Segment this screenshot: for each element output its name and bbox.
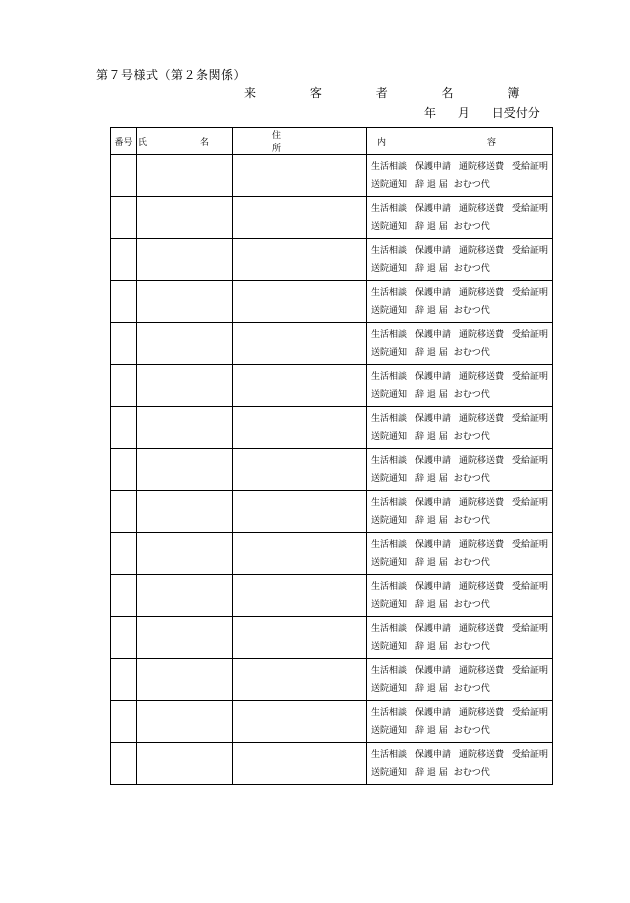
option-hospital-notice[interactable]: 送院通知 xyxy=(371,767,408,778)
content-cell[interactable] xyxy=(367,533,553,575)
table-row xyxy=(111,407,553,449)
content-cell[interactable] xyxy=(367,365,553,407)
number-cell[interactable] xyxy=(111,197,137,239)
title-char: 簿 xyxy=(507,86,520,100)
content-options-line-2 xyxy=(371,176,552,194)
number-cell[interactable] xyxy=(111,701,137,743)
address-cell[interactable] xyxy=(233,701,367,743)
address-cell[interactable] xyxy=(233,281,367,323)
option-receipt-certificate[interactable]: 受給証明 xyxy=(512,665,549,676)
column-header-content: 内 容 xyxy=(367,128,553,155)
content-options-line-2 xyxy=(371,680,552,698)
option-withdrawal[interactable]: 辞 退 届 xyxy=(415,221,448,232)
option-hospital-notice[interactable]: 送院通知 xyxy=(371,557,408,568)
number-cell[interactable] xyxy=(111,239,137,281)
column-header-name: 氏 名 xyxy=(137,128,233,155)
content-options-line-2 xyxy=(371,596,552,614)
option-hospital-notice[interactable]: 送院通知 xyxy=(371,347,408,358)
number-cell[interactable] xyxy=(111,281,137,323)
option-protection-application[interactable]: 保護申請 xyxy=(415,203,452,214)
option-hospital-notice[interactable]: 送院通知 xyxy=(371,431,408,442)
content-options-line-2 xyxy=(371,302,552,320)
content-cell[interactable] xyxy=(367,575,553,617)
option-receipt-certificate[interactable]: 受給証明 xyxy=(512,623,549,634)
option-hospital-transport[interactable]: 通院移送費 xyxy=(459,455,505,466)
content-options-line-1 xyxy=(371,200,552,218)
option-hospital-transport[interactable]: 通院移送費 xyxy=(459,371,505,382)
option-consultation[interactable]: 生活相談 xyxy=(371,287,408,298)
table-row xyxy=(111,239,553,281)
table-row xyxy=(111,743,553,785)
option-consultation[interactable]: 生活相談 xyxy=(371,497,408,508)
number-cell[interactable] xyxy=(111,743,137,785)
table-row xyxy=(111,365,553,407)
option-consultation[interactable]: 生活相談 xyxy=(371,707,408,718)
number-cell[interactable] xyxy=(111,659,137,701)
option-receipt-certificate[interactable]: 受給証明 xyxy=(512,707,549,718)
address-cell[interactable] xyxy=(233,323,367,365)
number-cell[interactable] xyxy=(111,155,137,197)
option-hospital-transport[interactable]: 通院移送費 xyxy=(459,665,505,676)
table-row xyxy=(111,197,553,239)
content-cell[interactable] xyxy=(367,197,553,239)
option-receipt-certificate[interactable]: 受給証明 xyxy=(512,245,549,256)
content-cell[interactable] xyxy=(367,449,553,491)
option-diaper-cost[interactable]: おむつ代 xyxy=(453,515,490,526)
option-withdrawal[interactable]: 辞 退 届 xyxy=(415,683,448,694)
content-cell[interactable] xyxy=(367,743,553,785)
name-cell[interactable] xyxy=(137,533,233,575)
option-protection-application[interactable]: 保護申請 xyxy=(415,581,452,592)
option-receipt-certificate[interactable]: 受給証明 xyxy=(512,581,549,592)
content-options-line-2 xyxy=(371,218,552,236)
address-cell[interactable] xyxy=(233,533,367,575)
option-hospital-transport[interactable]: 通院移送費 xyxy=(459,245,505,256)
option-hospital-notice[interactable]: 送院通知 xyxy=(371,389,408,400)
option-hospital-transport[interactable]: 通院移送費 xyxy=(459,203,505,214)
content-cell[interactable] xyxy=(367,407,553,449)
number-cell[interactable] xyxy=(111,407,137,449)
number-cell[interactable] xyxy=(111,323,137,365)
option-withdrawal[interactable]: 辞 退 届 xyxy=(415,641,448,652)
table-row xyxy=(111,575,553,617)
option-hospital-notice[interactable]: 送院通知 xyxy=(371,641,408,652)
form-number: 第７号様式（第２条関係） xyxy=(96,68,247,82)
option-hospital-notice[interactable]: 送院通知 xyxy=(371,179,408,190)
option-protection-application[interactable]: 保護申請 xyxy=(415,161,452,172)
content-options-line-2 xyxy=(371,722,552,740)
option-protection-application[interactable]: 保護申請 xyxy=(415,245,452,256)
content-options-line-2 xyxy=(371,428,552,446)
content-cell[interactable] xyxy=(367,659,553,701)
number-cell[interactable] xyxy=(111,365,137,407)
option-diaper-cost[interactable]: おむつ代 xyxy=(453,473,490,484)
title-char: 来 xyxy=(244,86,257,100)
title-char: 者 xyxy=(375,86,388,100)
page-title xyxy=(244,84,545,101)
option-diaper-cost[interactable]: おむつ代 xyxy=(453,641,490,652)
option-protection-application[interactable]: 保護申請 xyxy=(415,665,452,676)
address-cell[interactable] xyxy=(233,155,367,197)
option-hospital-notice[interactable]: 送院通知 xyxy=(371,305,408,316)
option-consultation[interactable]: 生活相談 xyxy=(371,749,408,760)
table-row xyxy=(111,659,553,701)
content-options-line-1 xyxy=(371,620,552,638)
option-protection-application[interactable]: 保護申請 xyxy=(415,329,452,340)
content-cell[interactable] xyxy=(367,491,553,533)
option-withdrawal[interactable]: 辞 退 届 xyxy=(415,389,448,400)
name-cell[interactable] xyxy=(137,575,233,617)
name-cell[interactable] xyxy=(137,659,233,701)
option-receipt-certificate[interactable]: 受給証明 xyxy=(512,287,549,298)
name-cell[interactable] xyxy=(137,407,233,449)
table-row xyxy=(111,491,553,533)
option-hospital-transport[interactable]: 通院移送費 xyxy=(459,161,505,172)
table-row xyxy=(111,281,553,323)
option-protection-application[interactable]: 保護申請 xyxy=(415,287,452,298)
option-hospital-transport[interactable]: 通院移送費 xyxy=(459,497,505,508)
content-options-line-2 xyxy=(371,512,552,530)
table-header-row xyxy=(111,128,553,155)
option-protection-application[interactable]: 保護申請 xyxy=(415,539,452,550)
name-cell[interactable] xyxy=(137,197,233,239)
content-options-line-1 xyxy=(371,284,552,302)
option-hospital-notice[interactable]: 送院通知 xyxy=(371,515,408,526)
option-consultation[interactable]: 生活相談 xyxy=(371,203,408,214)
option-consultation[interactable]: 生活相談 xyxy=(371,539,408,550)
content-options-line-1 xyxy=(371,242,552,260)
number-cell[interactable] xyxy=(111,491,137,533)
option-diaper-cost[interactable]: おむつ代 xyxy=(453,599,490,610)
content-options-line-1 xyxy=(371,494,552,512)
content-options-line-1 xyxy=(371,662,552,680)
number-cell[interactable] xyxy=(111,449,137,491)
content-cell[interactable] xyxy=(367,281,553,323)
option-diaper-cost[interactable]: おむつ代 xyxy=(453,767,490,778)
address-cell[interactable] xyxy=(233,617,367,659)
option-withdrawal[interactable]: 辞 退 届 xyxy=(415,473,448,484)
title-char: 客 xyxy=(309,86,322,100)
option-withdrawal[interactable]: 辞 退 届 xyxy=(415,725,448,736)
option-receipt-certificate[interactable]: 受給証明 xyxy=(512,455,549,466)
option-consultation[interactable]: 生活相談 xyxy=(371,581,408,592)
option-diaper-cost[interactable]: おむつ代 xyxy=(453,347,490,358)
name-cell[interactable] xyxy=(137,617,233,659)
option-diaper-cost[interactable]: おむつ代 xyxy=(453,179,490,190)
option-hospital-notice[interactable]: 送院通知 xyxy=(371,683,408,694)
number-cell[interactable] xyxy=(111,617,137,659)
option-hospital-transport[interactable]: 通院移送費 xyxy=(459,539,505,550)
address-cell[interactable] xyxy=(233,491,367,533)
option-receipt-certificate[interactable]: 受給証明 xyxy=(512,161,549,172)
option-withdrawal[interactable]: 辞 退 届 xyxy=(415,557,448,568)
option-hospital-transport[interactable]: 通院移送費 xyxy=(459,287,505,298)
date-month: 月 xyxy=(457,106,470,120)
date-line xyxy=(424,104,540,121)
option-withdrawal[interactable]: 辞 退 届 xyxy=(415,599,448,610)
option-diaper-cost[interactable]: おむつ代 xyxy=(453,557,490,568)
content-options-line-1 xyxy=(371,578,552,596)
address-cell[interactable] xyxy=(233,743,367,785)
option-receipt-certificate[interactable]: 受給証明 xyxy=(512,371,549,382)
option-diaper-cost[interactable]: おむつ代 xyxy=(453,305,490,316)
content-options-line-1 xyxy=(371,746,552,764)
option-protection-application[interactable]: 保護申請 xyxy=(415,455,452,466)
date-day: 日受付分 xyxy=(491,106,540,120)
option-receipt-certificate[interactable]: 受給証明 xyxy=(512,329,549,340)
option-protection-application[interactable]: 保護申請 xyxy=(415,371,452,382)
option-hospital-transport[interactable]: 通院移送費 xyxy=(459,707,505,718)
option-receipt-certificate[interactable]: 受給証明 xyxy=(512,539,549,550)
option-protection-application[interactable]: 保護申請 xyxy=(415,623,452,634)
option-consultation[interactable]: 生活相談 xyxy=(371,665,408,676)
address-cell[interactable] xyxy=(233,575,367,617)
name-cell[interactable] xyxy=(137,155,233,197)
option-diaper-cost[interactable]: おむつ代 xyxy=(453,221,490,232)
content-options-line-2 xyxy=(371,386,552,404)
number-cell[interactable] xyxy=(111,533,137,575)
option-hospital-transport[interactable]: 通院移送費 xyxy=(459,329,505,340)
column-header-address: 住 所 xyxy=(233,128,367,155)
name-cell[interactable] xyxy=(137,701,233,743)
table-row xyxy=(111,449,553,491)
option-protection-application[interactable]: 保護申請 xyxy=(415,497,452,508)
content-options-line-1 xyxy=(371,326,552,344)
table-row xyxy=(111,155,553,197)
content-cell[interactable] xyxy=(367,323,553,365)
option-protection-application[interactable]: 保護申請 xyxy=(415,707,452,718)
content-cell[interactable] xyxy=(367,239,553,281)
content-options-line-2 xyxy=(371,260,552,278)
content-options-line-2 xyxy=(371,638,552,656)
address-cell[interactable] xyxy=(233,407,367,449)
content-options-line-1 xyxy=(371,704,552,722)
date-year: 年 xyxy=(424,106,437,120)
table-row xyxy=(111,701,553,743)
address-cell[interactable] xyxy=(233,659,367,701)
option-hospital-notice[interactable]: 送院通知 xyxy=(371,725,408,736)
name-cell[interactable] xyxy=(137,491,233,533)
option-consultation[interactable]: 生活相談 xyxy=(371,329,408,340)
option-diaper-cost[interactable]: おむつ代 xyxy=(453,263,490,274)
address-cell[interactable] xyxy=(233,365,367,407)
option-withdrawal[interactable]: 辞 退 届 xyxy=(415,305,448,316)
content-options-line-2 xyxy=(371,764,552,782)
content-cell[interactable] xyxy=(367,617,553,659)
content-options-line-2 xyxy=(371,344,552,362)
option-hospital-notice[interactable]: 送院通知 xyxy=(371,221,408,232)
option-consultation[interactable]: 生活相談 xyxy=(371,245,408,256)
option-consultation[interactable]: 生活相談 xyxy=(371,623,408,634)
option-diaper-cost[interactable]: おむつ代 xyxy=(453,683,490,694)
option-withdrawal[interactable]: 辞 退 届 xyxy=(415,263,448,274)
name-cell[interactable] xyxy=(137,281,233,323)
option-hospital-notice[interactable]: 送院通知 xyxy=(371,599,408,610)
option-receipt-certificate[interactable]: 受給証明 xyxy=(512,203,549,214)
option-protection-application[interactable]: 保護申請 xyxy=(415,413,452,424)
option-diaper-cost[interactable]: おむつ代 xyxy=(453,725,490,736)
option-consultation[interactable]: 生活相談 xyxy=(371,161,408,172)
content-options-line-1 xyxy=(371,452,552,470)
option-protection-application[interactable]: 保護申請 xyxy=(415,749,452,760)
content-options-line-2 xyxy=(371,554,552,572)
title-char: 名 xyxy=(441,86,454,100)
option-hospital-transport[interactable]: 通院移送費 xyxy=(459,581,505,592)
option-hospital-transport[interactable]: 通院移送費 xyxy=(459,749,505,760)
number-cell[interactable] xyxy=(111,575,137,617)
option-hospital-transport[interactable]: 通院移送費 xyxy=(459,413,505,424)
option-hospital-transport[interactable]: 通院移送費 xyxy=(459,623,505,634)
table-row xyxy=(111,533,553,575)
table-row xyxy=(111,617,553,659)
content-options-line-2 xyxy=(371,470,552,488)
option-diaper-cost[interactable]: おむつ代 xyxy=(453,431,490,442)
address-cell[interactable] xyxy=(233,197,367,239)
option-withdrawal[interactable]: 辞 退 届 xyxy=(415,767,448,778)
name-cell[interactable] xyxy=(137,449,233,491)
option-diaper-cost[interactable]: おむつ代 xyxy=(453,389,490,400)
name-cell[interactable] xyxy=(137,365,233,407)
option-receipt-certificate[interactable]: 受給証明 xyxy=(512,497,549,508)
table-row xyxy=(111,323,553,365)
option-hospital-notice[interactable]: 送院通知 xyxy=(371,263,408,274)
name-cell[interactable] xyxy=(137,743,233,785)
visitor-table xyxy=(110,127,553,785)
option-consultation[interactable]: 生活相談 xyxy=(371,455,408,466)
option-hospital-notice[interactable]: 送院通知 xyxy=(371,473,408,484)
address-cell[interactable] xyxy=(233,239,367,281)
option-withdrawal[interactable]: 辞 退 届 xyxy=(415,179,448,190)
content-cell[interactable] xyxy=(367,155,553,197)
content-cell[interactable] xyxy=(367,701,553,743)
content-options-line-1 xyxy=(371,410,552,428)
content-options-line-1 xyxy=(371,368,552,386)
option-receipt-certificate[interactable]: 受給証明 xyxy=(512,749,549,760)
content-options-line-1 xyxy=(371,536,552,554)
option-withdrawal[interactable]: 辞 退 届 xyxy=(415,347,448,358)
column-header-number: 番号 xyxy=(111,128,137,155)
name-cell[interactable] xyxy=(137,323,233,365)
option-consultation[interactable]: 生活相談 xyxy=(371,413,408,424)
option-withdrawal[interactable]: 辞 退 届 xyxy=(415,431,448,442)
option-withdrawal[interactable]: 辞 退 届 xyxy=(415,515,448,526)
option-consultation[interactable]: 生活相談 xyxy=(371,371,408,382)
content-options-line-1 xyxy=(371,158,552,176)
address-cell[interactable] xyxy=(233,449,367,491)
name-cell[interactable] xyxy=(137,239,233,281)
option-receipt-certificate[interactable]: 受給証明 xyxy=(512,413,549,424)
